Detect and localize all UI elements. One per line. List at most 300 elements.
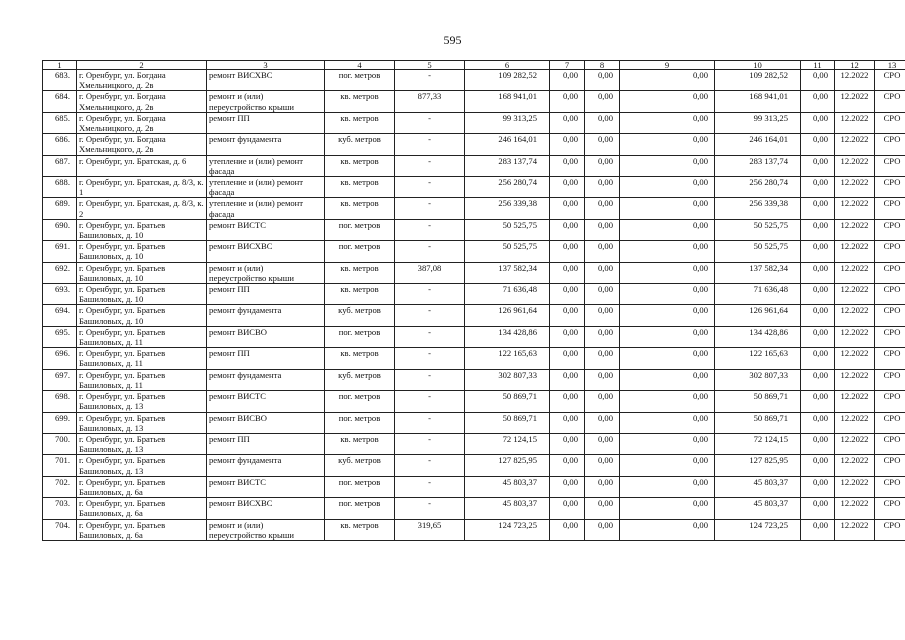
quantity-cell: - xyxy=(395,326,465,347)
unit-cell: пог. метров xyxy=(325,241,395,262)
row-number: 703. xyxy=(43,498,77,519)
work-type-cell: ремонт ПП xyxy=(207,348,325,369)
row-number: 702. xyxy=(43,476,77,497)
unit-cell: пог. метров xyxy=(325,498,395,519)
unit-cell: куб. метров xyxy=(325,134,395,155)
cost-cell: 0,00 xyxy=(801,433,835,454)
quantity-cell: - xyxy=(395,198,465,219)
quantity-cell: - xyxy=(395,112,465,133)
deadline-cell: 12.2022 xyxy=(835,177,875,198)
cost-cell: 0,00 xyxy=(620,177,715,198)
address-cell: г. Оренбург, ул. Братьев Башиловых, д. 6а xyxy=(77,519,207,540)
work-type-cell: утепление и (или) ремонт фасада xyxy=(207,155,325,176)
work-type-cell: ремонт ВИСВО xyxy=(207,326,325,347)
cost-cell: 0,00 xyxy=(585,155,620,176)
deadline-cell: 12.2022 xyxy=(835,391,875,412)
cost-cell: 0,00 xyxy=(585,455,620,476)
cost-cell: 0,00 xyxy=(585,241,620,262)
work-type-cell: ремонт ПП xyxy=(207,433,325,454)
cost-cell: 0,00 xyxy=(585,198,620,219)
address-cell: г. Оренбург, ул. Братьев Башиловых, д. 6а xyxy=(77,498,207,519)
unit-cell: кв. метров xyxy=(325,262,395,283)
funding-source-cell: СРО xyxy=(875,241,905,262)
deadline-cell: 12.2022 xyxy=(835,412,875,433)
table-row xyxy=(43,476,905,497)
table-row xyxy=(43,70,905,91)
cost-cell: 0,00 xyxy=(550,348,585,369)
total-cost-cell: 256 339,38 xyxy=(465,198,550,219)
funding-source-cell: СРО xyxy=(875,177,905,198)
cost-cell: 50 525,75 xyxy=(715,219,801,240)
deadline-cell: 12.2022 xyxy=(835,498,875,519)
total-cost-cell: 134 428,86 xyxy=(465,326,550,347)
cost-cell: 0,00 xyxy=(585,369,620,390)
funding-source-cell: СРО xyxy=(875,433,905,454)
funding-source-cell: СРО xyxy=(875,519,905,540)
table-row xyxy=(43,433,905,454)
cost-cell: 0,00 xyxy=(801,519,835,540)
cost-cell: 45 803,37 xyxy=(715,498,801,519)
cost-cell: 0,00 xyxy=(801,262,835,283)
work-type-cell: ремонт ВИСХВС xyxy=(207,241,325,262)
cost-cell: 256 339,38 xyxy=(715,198,801,219)
quantity-cell: - xyxy=(395,134,465,155)
cost-cell: 0,00 xyxy=(585,391,620,412)
cost-cell: 0,00 xyxy=(620,155,715,176)
cost-cell: 0,00 xyxy=(585,262,620,283)
cost-cell: 71 636,48 xyxy=(715,284,801,305)
cost-cell: 0,00 xyxy=(801,305,835,326)
deadline-cell: 12.2022 xyxy=(835,284,875,305)
cost-cell: 0,00 xyxy=(585,112,620,133)
total-cost-cell: 71 636,48 xyxy=(465,284,550,305)
cost-cell: 0,00 xyxy=(550,369,585,390)
cost-cell: 0,00 xyxy=(550,70,585,91)
work-type-cell: ремонт ПП xyxy=(207,284,325,305)
cost-cell: 0,00 xyxy=(550,134,585,155)
cost-cell: 0,00 xyxy=(585,91,620,112)
cost-cell: 0,00 xyxy=(620,498,715,519)
work-type-cell: ремонт ВИСВО xyxy=(207,412,325,433)
address-cell: г. Оренбург, ул. Братьев Башиловых, д. 10 xyxy=(77,262,207,283)
table-row xyxy=(43,498,905,519)
total-cost-cell: 256 280,74 xyxy=(465,177,550,198)
total-cost-cell: 127 825,95 xyxy=(465,455,550,476)
cost-cell: 0,00 xyxy=(550,412,585,433)
cost-cell: 0,00 xyxy=(550,284,585,305)
cost-cell: 0,00 xyxy=(550,198,585,219)
column-header: 13 xyxy=(875,61,905,70)
cost-cell: 0,00 xyxy=(801,198,835,219)
cost-cell: 0,00 xyxy=(585,412,620,433)
cost-cell: 0,00 xyxy=(620,112,715,133)
unit-cell: кв. метров xyxy=(325,348,395,369)
table-row xyxy=(43,391,905,412)
row-number: 696. xyxy=(43,348,77,369)
cost-cell: 127 825,95 xyxy=(715,455,801,476)
table-row xyxy=(43,112,905,133)
unit-cell: пог. метров xyxy=(325,476,395,497)
cost-cell: 0,00 xyxy=(801,112,835,133)
quantity-cell: - xyxy=(395,391,465,412)
address-cell: г. Оренбург, ул. Братьев Башиловых, д. 13 xyxy=(77,412,207,433)
cost-cell: 0,00 xyxy=(620,476,715,497)
cost-cell: 0,00 xyxy=(801,326,835,347)
address-cell: г. Оренбург, ул. Братьев Башиловых, д. 10 xyxy=(77,284,207,305)
total-cost-cell: 137 582,34 xyxy=(465,262,550,283)
cost-cell: 0,00 xyxy=(801,348,835,369)
quantity-cell: - xyxy=(395,70,465,91)
unit-cell: пог. метров xyxy=(325,326,395,347)
table-row xyxy=(43,177,905,198)
deadline-cell: 12.2022 xyxy=(835,70,875,91)
work-type-cell: ремонт ВИСТС xyxy=(207,219,325,240)
quantity-cell: - xyxy=(395,155,465,176)
row-number: 691. xyxy=(43,241,77,262)
cost-cell: 0,00 xyxy=(550,219,585,240)
quantity-cell: - xyxy=(395,369,465,390)
row-number: 694. xyxy=(43,305,77,326)
row-number: 697. xyxy=(43,369,77,390)
row-number: 701. xyxy=(43,455,77,476)
funding-source-cell: СРО xyxy=(875,326,905,347)
cost-cell: 246 164,01 xyxy=(715,134,801,155)
funding-source-cell: СРО xyxy=(875,348,905,369)
deadline-cell: 12.2022 xyxy=(835,519,875,540)
row-number: 683. xyxy=(43,70,77,91)
total-cost-cell: 283 137,74 xyxy=(465,155,550,176)
row-number: 684. xyxy=(43,91,77,112)
cost-cell: 0,00 xyxy=(620,326,715,347)
unit-cell: куб. метров xyxy=(325,305,395,326)
work-type-cell: ремонт ВИСТС xyxy=(207,476,325,497)
cost-cell: 302 807,33 xyxy=(715,369,801,390)
deadline-cell: 12.2022 xyxy=(835,91,875,112)
row-number: 688. xyxy=(43,177,77,198)
address-cell: г. Оренбург, ул. Братьев Башиловых, д. 11 xyxy=(77,326,207,347)
column-number-row xyxy=(43,61,905,70)
address-cell: г. Оренбург, ул. Братьев Башиловых, д. 13 xyxy=(77,433,207,454)
cost-cell: 0,00 xyxy=(550,498,585,519)
cost-cell: 0,00 xyxy=(550,155,585,176)
cost-cell: 256 280,74 xyxy=(715,177,801,198)
unit-cell: кв. метров xyxy=(325,433,395,454)
quantity-cell: - xyxy=(395,219,465,240)
address-cell: г. Оренбург, ул. Братьев Башиловых, д. 13 xyxy=(77,455,207,476)
table-row xyxy=(43,519,905,540)
cost-cell: 0,00 xyxy=(550,391,585,412)
cost-cell: 0,00 xyxy=(585,70,620,91)
deadline-cell: 12.2022 xyxy=(835,241,875,262)
cost-cell: 0,00 xyxy=(585,219,620,240)
unit-cell: кв. метров xyxy=(325,112,395,133)
work-type-cell: ремонт фундамента xyxy=(207,134,325,155)
total-cost-cell: 99 313,25 xyxy=(465,112,550,133)
total-cost-cell: 50 525,75 xyxy=(465,219,550,240)
total-cost-cell: 50 869,71 xyxy=(465,391,550,412)
cost-cell: 0,00 xyxy=(801,177,835,198)
quantity-cell: - xyxy=(395,498,465,519)
quantity-cell: - xyxy=(395,284,465,305)
cost-cell: 0,00 xyxy=(550,91,585,112)
cost-cell: 0,00 xyxy=(801,476,835,497)
funding-source-cell: СРО xyxy=(875,369,905,390)
cost-cell: 0,00 xyxy=(801,219,835,240)
unit-cell: кв. метров xyxy=(325,519,395,540)
table-row xyxy=(43,198,905,219)
row-number: 699. xyxy=(43,412,77,433)
cost-cell: 122 165,63 xyxy=(715,348,801,369)
address-cell: г. Оренбург, ул. Братьев Башиловых, д. 10 xyxy=(77,305,207,326)
deadline-cell: 12.2022 xyxy=(835,476,875,497)
address-cell: г. Оренбург, ул. Братьев Башиловых, д. 11 xyxy=(77,348,207,369)
cost-cell: 0,00 xyxy=(550,177,585,198)
deadline-cell: 12.2022 xyxy=(835,262,875,283)
table-row xyxy=(43,241,905,262)
cost-cell: 0,00 xyxy=(620,262,715,283)
unit-cell: пог. метров xyxy=(325,412,395,433)
cost-cell: 0,00 xyxy=(620,241,715,262)
total-cost-cell: 50 525,75 xyxy=(465,241,550,262)
total-cost-cell: 122 165,63 xyxy=(465,348,550,369)
total-cost-cell: 45 803,37 xyxy=(465,476,550,497)
quantity-cell: 387,08 xyxy=(395,262,465,283)
table-row xyxy=(43,262,905,283)
cost-cell: 0,00 xyxy=(585,433,620,454)
address-cell: г. Оренбург, ул. Братьев Башиловых, д. 10 xyxy=(77,241,207,262)
cost-cell: 0,00 xyxy=(585,476,620,497)
cost-cell: 0,00 xyxy=(620,412,715,433)
row-number: 704. xyxy=(43,519,77,540)
funding-source-cell: СРО xyxy=(875,70,905,91)
table-row xyxy=(43,91,905,112)
unit-cell: кв. метров xyxy=(325,91,395,112)
cost-cell: 126 961,64 xyxy=(715,305,801,326)
deadline-cell: 12.2022 xyxy=(835,369,875,390)
unit-cell: пог. метров xyxy=(325,391,395,412)
address-cell: г. Оренбург, ул. Братская, д. 6 xyxy=(77,155,207,176)
funding-source-cell: СРО xyxy=(875,412,905,433)
address-cell: г. Оренбург, ул. Богдана Хмельницкого, д. 2в xyxy=(77,134,207,155)
cost-cell: 0,00 xyxy=(801,241,835,262)
total-cost-cell: 109 282,52 xyxy=(465,70,550,91)
cost-cell: 0,00 xyxy=(620,433,715,454)
quantity-cell: - xyxy=(395,348,465,369)
cost-cell: 99 313,25 xyxy=(715,112,801,133)
cost-cell: 124 723,25 xyxy=(715,519,801,540)
cost-cell: 134 428,86 xyxy=(715,326,801,347)
table-row xyxy=(43,284,905,305)
row-number: 686. xyxy=(43,134,77,155)
quantity-cell: - xyxy=(395,177,465,198)
deadline-cell: 12.2022 xyxy=(835,348,875,369)
cost-cell: 0,00 xyxy=(620,198,715,219)
work-type-cell: ремонт фундамента xyxy=(207,369,325,390)
address-cell: г. Оренбург, ул. Братьев Башиловых, д. 10 xyxy=(77,219,207,240)
cost-cell: 45 803,37 xyxy=(715,476,801,497)
quantity-cell: - xyxy=(395,305,465,326)
column-header: 9 xyxy=(620,61,715,70)
cost-cell: 50 869,71 xyxy=(715,391,801,412)
address-cell: г. Оренбург, ул. Богдана Хмельницкого, д. 2в xyxy=(77,70,207,91)
cost-cell: 0,00 xyxy=(550,241,585,262)
cost-cell: 0,00 xyxy=(801,369,835,390)
work-type-cell: ремонт фундамента xyxy=(207,305,325,326)
cost-cell: 0,00 xyxy=(585,284,620,305)
cost-cell: 0,00 xyxy=(550,112,585,133)
column-header: 4 xyxy=(325,61,395,70)
total-cost-cell: 168 941,01 xyxy=(465,91,550,112)
quantity-cell: - xyxy=(395,433,465,454)
cost-cell: 283 137,74 xyxy=(715,155,801,176)
quantity-cell: - xyxy=(395,241,465,262)
deadline-cell: 12.2022 xyxy=(835,455,875,476)
cost-cell: 0,00 xyxy=(801,391,835,412)
unit-cell: кв. метров xyxy=(325,177,395,198)
funding-source-cell: СРО xyxy=(875,498,905,519)
cost-cell: 0,00 xyxy=(620,305,715,326)
address-cell: г. Оренбург, ул. Братьев Башиловых, д. 13 xyxy=(77,391,207,412)
cost-cell: 0,00 xyxy=(620,519,715,540)
cost-cell: 0,00 xyxy=(620,91,715,112)
cost-cell: 137 582,34 xyxy=(715,262,801,283)
row-number: 698. xyxy=(43,391,77,412)
column-header: 7 xyxy=(550,61,585,70)
funding-source-cell: СРО xyxy=(875,476,905,497)
column-header: 2 xyxy=(77,61,207,70)
unit-cell: кв. метров xyxy=(325,198,395,219)
row-number: 693. xyxy=(43,284,77,305)
work-type-cell: ремонт ВИСТС xyxy=(207,391,325,412)
table-row xyxy=(43,155,905,176)
cost-cell: 0,00 xyxy=(620,348,715,369)
address-cell: г. Оренбург, ул. Братская, д. 8/3, к. 1 xyxy=(77,177,207,198)
column-header: 10 xyxy=(715,61,801,70)
work-type-cell: утепление и (или) ремонт фасада xyxy=(207,177,325,198)
unit-cell: кв. метров xyxy=(325,284,395,305)
cost-cell: 0,00 xyxy=(585,177,620,198)
table-row xyxy=(43,412,905,433)
cost-cell: 50 525,75 xyxy=(715,241,801,262)
quantity-cell: 319,65 xyxy=(395,519,465,540)
deadline-cell: 12.2022 xyxy=(835,326,875,347)
cost-cell: 0,00 xyxy=(550,519,585,540)
unit-cell: кв. метров xyxy=(325,155,395,176)
repair-schedule-table xyxy=(42,60,905,541)
column-header: 3 xyxy=(207,61,325,70)
column-header: 8 xyxy=(585,61,620,70)
total-cost-cell: 126 961,64 xyxy=(465,305,550,326)
row-number: 700. xyxy=(43,433,77,454)
table-row xyxy=(43,219,905,240)
total-cost-cell: 246 164,01 xyxy=(465,134,550,155)
cost-cell: 0,00 xyxy=(620,391,715,412)
cost-cell: 0,00 xyxy=(550,476,585,497)
cost-cell: 0,00 xyxy=(585,134,620,155)
work-type-cell: ремонт и (или) переустройство крыши xyxy=(207,91,325,112)
cost-cell: 0,00 xyxy=(585,519,620,540)
cost-cell: 0,00 xyxy=(585,326,620,347)
work-type-cell: ремонт и (или) переустройство крыши xyxy=(207,519,325,540)
cost-cell: 0,00 xyxy=(801,91,835,112)
funding-source-cell: СРО xyxy=(875,219,905,240)
deadline-cell: 12.2022 xyxy=(835,305,875,326)
cost-cell: 0,00 xyxy=(801,412,835,433)
cost-cell: 0,00 xyxy=(550,326,585,347)
address-cell: г. Оренбург, ул. Богдана Хмельницкого, д. 2в xyxy=(77,112,207,133)
address-cell: г. Оренбург, ул. Богдана Хмельницкого, д. 2в xyxy=(77,91,207,112)
cost-cell: 0,00 xyxy=(801,284,835,305)
unit-cell: пог. метров xyxy=(325,219,395,240)
column-header: 11 xyxy=(801,61,835,70)
table-row xyxy=(43,134,905,155)
funding-source-cell: СРО xyxy=(875,198,905,219)
table-row xyxy=(43,326,905,347)
unit-cell: пог. метров xyxy=(325,70,395,91)
quantity-cell: 877,33 xyxy=(395,91,465,112)
cost-cell: 0,00 xyxy=(801,70,835,91)
quantity-cell: - xyxy=(395,476,465,497)
unit-cell: куб. метров xyxy=(325,369,395,390)
cost-cell: 0,00 xyxy=(585,305,620,326)
total-cost-cell: 124 723,25 xyxy=(465,519,550,540)
unit-cell: куб. метров xyxy=(325,455,395,476)
funding-source-cell: СРО xyxy=(875,112,905,133)
cost-cell: 50 869,71 xyxy=(715,412,801,433)
table-row xyxy=(43,305,905,326)
cost-cell: 0,00 xyxy=(620,219,715,240)
row-number: 687. xyxy=(43,155,77,176)
cost-cell: 0,00 xyxy=(585,348,620,369)
cost-cell: 0,00 xyxy=(801,155,835,176)
cost-cell: 0,00 xyxy=(620,455,715,476)
deadline-cell: 12.2022 xyxy=(835,155,875,176)
deadline-cell: 12.2022 xyxy=(835,433,875,454)
row-number: 685. xyxy=(43,112,77,133)
row-number: 695. xyxy=(43,326,77,347)
address-cell: г. Оренбург, ул. Братьев Башиловых, д. 11 xyxy=(77,369,207,390)
work-type-cell: ремонт фундамента xyxy=(207,455,325,476)
cost-cell: 72 124,15 xyxy=(715,433,801,454)
funding-source-cell: СРО xyxy=(875,262,905,283)
cost-cell: 0,00 xyxy=(550,433,585,454)
column-header: 6 xyxy=(465,61,550,70)
page-number: 595 xyxy=(443,33,462,47)
cost-cell: 0,00 xyxy=(550,305,585,326)
address-cell: г. Оренбург, ул. Братская, д. 8/3, к. 2 xyxy=(77,198,207,219)
cost-cell: 0,00 xyxy=(550,455,585,476)
total-cost-cell: 72 124,15 xyxy=(465,433,550,454)
deadline-cell: 12.2022 xyxy=(835,219,875,240)
work-type-cell: ремонт ВИСХВС xyxy=(207,70,325,91)
column-header: 1 xyxy=(43,61,77,70)
cost-cell: 0,00 xyxy=(620,134,715,155)
row-number: 690. xyxy=(43,219,77,240)
funding-source-cell: СРО xyxy=(875,391,905,412)
table-row xyxy=(43,348,905,369)
deadline-cell: 12.2022 xyxy=(835,134,875,155)
cost-cell: 0,00 xyxy=(801,455,835,476)
work-type-cell: ремонт и (или) переустройство крыши xyxy=(207,262,325,283)
funding-source-cell: СРО xyxy=(875,155,905,176)
work-type-cell: ремонт ВИСХВС xyxy=(207,498,325,519)
cost-cell: 0,00 xyxy=(585,498,620,519)
funding-source-cell: СРО xyxy=(875,305,905,326)
table-row xyxy=(43,455,905,476)
row-number: 692. xyxy=(43,262,77,283)
work-type-cell: ремонт ПП xyxy=(207,112,325,133)
column-header: 12 xyxy=(835,61,875,70)
